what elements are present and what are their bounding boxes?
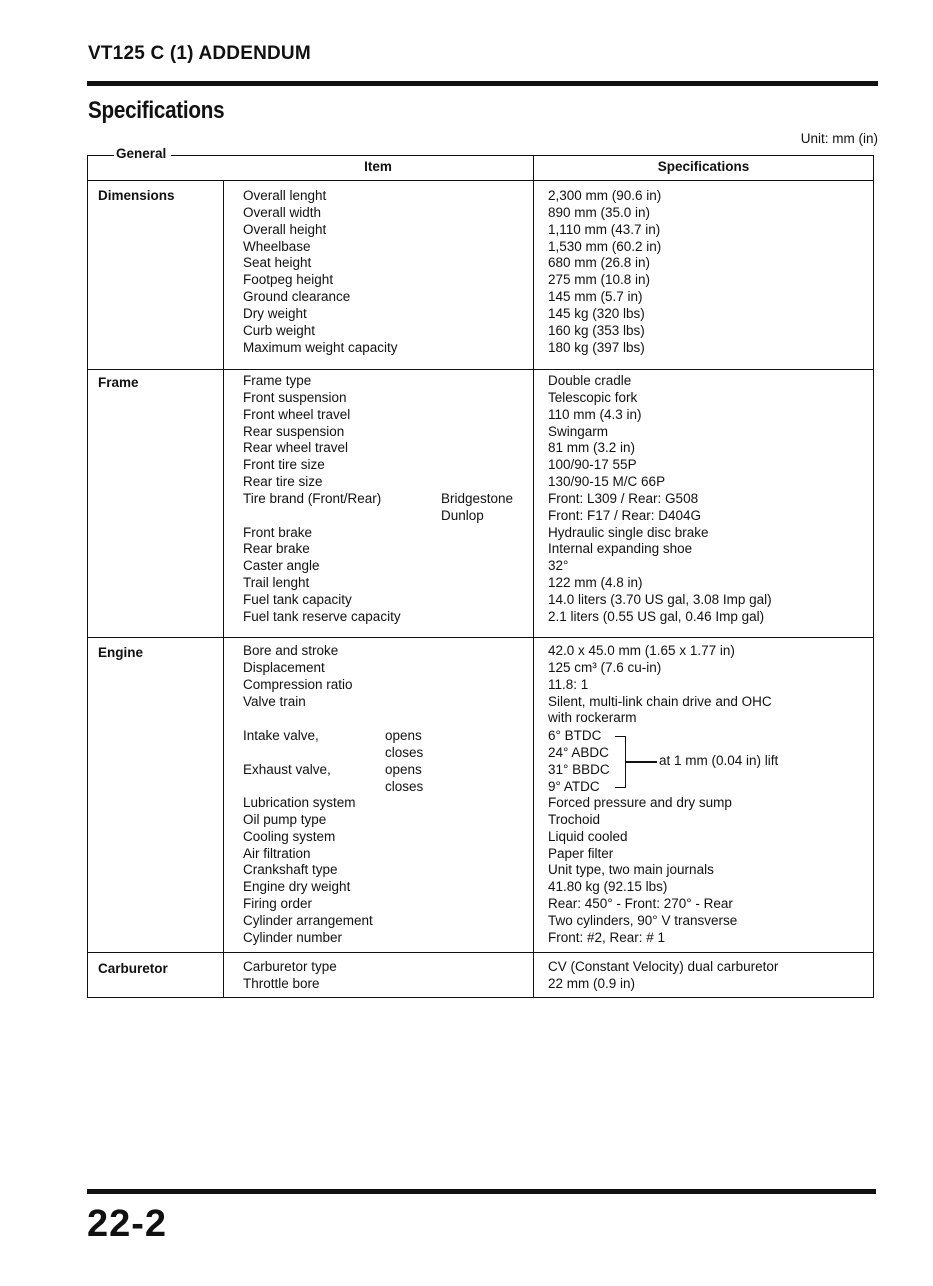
subitem: Dunlop bbox=[441, 507, 484, 523]
engine-specs-a bbox=[548, 643, 772, 727]
spec-value: Liquid cooled bbox=[548, 828, 628, 844]
spec-value: 11.8: 1 bbox=[548, 676, 589, 692]
item: Cylinder arrangement bbox=[243, 912, 373, 928]
column-header-specifications: Specifications bbox=[657, 159, 750, 174]
spec-value: CV (Constant Velocity) dual carburetor bbox=[548, 959, 779, 974]
spec-value: 2,300 mm (90.6 in) bbox=[548, 188, 662, 203]
item: Caster angle bbox=[243, 558, 320, 574]
spec-value: 110 mm (4.3 in) bbox=[548, 406, 642, 422]
spec-value: 145 mm (5.7 in) bbox=[548, 289, 643, 305]
engine-specs-b bbox=[548, 795, 737, 947]
valve-bracket-connector bbox=[625, 761, 657, 763]
spec-value: Silent, multi-link chain drive and OHC bbox=[548, 693, 772, 709]
unit-note: Unit: mm (in) bbox=[800, 131, 878, 146]
item: Curb weight bbox=[243, 322, 316, 338]
column-divider-label bbox=[223, 180, 224, 997]
spec-value: 680 mm (26.8 in) bbox=[548, 255, 651, 271]
subitem: Bridgestone bbox=[441, 491, 514, 506]
valve-timing-note: at 1 mm (0.04 in) lift bbox=[659, 753, 779, 768]
spec-value: 22 mm (0.9 in) bbox=[548, 975, 636, 991]
item: Footpeg height bbox=[243, 272, 334, 288]
item: Rear brake bbox=[243, 541, 310, 557]
spec-value: 180 kg (397 lbs) bbox=[548, 339, 645, 355]
item: Wheelbase bbox=[243, 238, 311, 254]
spec-value: 81 mm (3.2 in) bbox=[548, 440, 636, 456]
item: Front wheel travel bbox=[243, 406, 351, 422]
item: Frame type bbox=[243, 373, 312, 388]
item: Rear wheel travel bbox=[243, 440, 349, 456]
section-divider-carburetor bbox=[88, 952, 873, 953]
page-number: 22-2 bbox=[87, 1203, 168, 1245]
section-title: Specifications bbox=[88, 97, 225, 124]
spec-value: 9° ATDC bbox=[548, 778, 600, 794]
subitem: opens bbox=[385, 728, 422, 743]
carburetor-specs bbox=[548, 959, 778, 993]
spec-value: 1,530 mm (60.2 in) bbox=[548, 238, 662, 254]
valve-subitems bbox=[385, 728, 423, 795]
spec-value: Telescopic fork bbox=[548, 389, 638, 405]
item: Overall width bbox=[243, 204, 322, 220]
spec-value: 41.80 kg (92.15 lbs) bbox=[548, 879, 668, 895]
subitem: closes bbox=[385, 744, 424, 760]
dimensions-items bbox=[243, 188, 398, 356]
item: Rear tire size bbox=[243, 474, 323, 490]
spec-value: Forced pressure and dry sump bbox=[548, 795, 732, 810]
item: Exhaust valve, bbox=[243, 761, 331, 777]
frame-specs bbox=[548, 373, 772, 626]
tire-brand-subitems bbox=[441, 491, 513, 525]
spec-value: 1,110 mm (43.7 in) bbox=[548, 221, 661, 237]
item: Overall height bbox=[243, 221, 327, 237]
spec-value: Front: F17 / Rear: D404G bbox=[548, 507, 702, 523]
general-group-line bbox=[87, 155, 874, 156]
spec-value: 890 mm (35.0 in) bbox=[548, 204, 651, 220]
carburetor-items bbox=[243, 959, 337, 993]
item bbox=[243, 508, 401, 525]
item: Fuel tank reserve capacity bbox=[243, 608, 401, 624]
item: Bore and stroke bbox=[243, 643, 339, 658]
spec-value: Rear: 450° - Front: 270° - Rear bbox=[548, 896, 733, 912]
item: Valve train bbox=[243, 693, 306, 709]
dimensions-specs bbox=[548, 188, 661, 356]
spec-value: 6° BTDC bbox=[548, 728, 602, 743]
item bbox=[243, 745, 331, 762]
section-label-frame: Frame bbox=[98, 375, 139, 390]
section-divider-engine bbox=[88, 637, 873, 638]
item: Engine dry weight bbox=[243, 879, 351, 895]
spec-value: Swingarm bbox=[548, 423, 609, 439]
spec-value: 31° BBDC bbox=[548, 761, 610, 777]
spec-value: Unit type, two main journals bbox=[548, 862, 714, 878]
spec-value: 125 cm³ (7.6 cu-in) bbox=[548, 659, 662, 675]
item: Displacement bbox=[243, 659, 325, 675]
section-label-engine: Engine bbox=[98, 645, 144, 660]
item: Crankshaft type bbox=[243, 862, 338, 878]
footer-rule bbox=[87, 1189, 876, 1194]
engine-items-a bbox=[243, 643, 353, 727]
item: Fuel tank capacity bbox=[243, 591, 352, 607]
spec-value: Front: #2, Rear: # 1 bbox=[548, 929, 666, 945]
header-divider bbox=[88, 180, 873, 181]
header-rule bbox=[87, 81, 878, 86]
engine-items-b bbox=[243, 795, 373, 947]
spec-value: 2.1 liters (0.55 US gal, 0.46 Imp gal) bbox=[548, 608, 765, 624]
manual-header-title: VT125 C (1) ADDENDUM bbox=[88, 43, 311, 64]
spec-value: 42.0 x 45.0 mm (1.65 x 1.77 in) bbox=[548, 643, 735, 658]
item: Maximum weight capacity bbox=[243, 339, 398, 355]
item: Intake valve, bbox=[243, 728, 319, 743]
item: Rear suspension bbox=[243, 423, 345, 439]
spec-value: Hydraulic single disc brake bbox=[548, 524, 709, 540]
spec-value: Internal expanding shoe bbox=[548, 541, 693, 557]
item: Dry weight bbox=[243, 305, 307, 321]
item: Cooling system bbox=[243, 828, 336, 844]
item: Compression ratio bbox=[243, 676, 353, 692]
item: Ground clearance bbox=[243, 289, 351, 305]
item bbox=[243, 710, 353, 727]
spec-value: 24° ABDC bbox=[548, 744, 609, 760]
item: Cylinder number bbox=[243, 929, 343, 945]
column-divider-spec bbox=[533, 155, 534, 997]
spec-value: Two cylinders, 90° V transverse bbox=[548, 912, 738, 928]
section-divider-frame bbox=[88, 369, 873, 370]
spec-value: Paper filter bbox=[548, 845, 614, 861]
item: Lubrication system bbox=[243, 795, 356, 810]
spec-value: 100/90-17 55P bbox=[548, 457, 637, 473]
spec-value: 32° bbox=[548, 558, 569, 574]
general-group-tick bbox=[87, 155, 89, 156]
section-label-carburetor: Carburetor bbox=[98, 961, 168, 976]
item: Overall lenght bbox=[243, 188, 327, 203]
item: Air filtration bbox=[243, 845, 311, 861]
item: Front suspension bbox=[243, 389, 347, 405]
spec-value: 130/90-15 M/C 66P bbox=[548, 474, 666, 490]
spec-value: with rockerarm bbox=[548, 710, 637, 726]
spec-value: Double cradle bbox=[548, 373, 632, 388]
subitem: opens bbox=[385, 761, 422, 777]
item: Carburetor type bbox=[243, 959, 337, 974]
item: Oil pump type bbox=[243, 811, 327, 827]
spec-value: 145 kg (320 lbs) bbox=[548, 305, 645, 321]
item bbox=[243, 779, 331, 796]
valve-items bbox=[243, 728, 331, 795]
item: Front brake bbox=[243, 524, 313, 540]
item: Tire brand (Front/Rear) bbox=[243, 490, 382, 506]
item: Trail lenght bbox=[243, 575, 310, 591]
valve-timing-specs bbox=[548, 728, 610, 795]
column-header-item: Item bbox=[364, 159, 392, 174]
spec-value: Front: L309 / Rear: G508 bbox=[548, 490, 699, 506]
item: Seat height bbox=[243, 255, 312, 271]
subitem: closes bbox=[385, 778, 424, 794]
frame-items bbox=[243, 373, 401, 626]
spec-value: 14.0 liters (3.70 US gal, 3.08 Imp gal) bbox=[548, 591, 772, 607]
spec-value: Trochoid bbox=[548, 811, 601, 827]
spec-value: 275 mm (10.8 in) bbox=[548, 272, 651, 288]
general-group-label: General bbox=[114, 146, 171, 161]
section-label-dimensions: Dimensions bbox=[98, 188, 175, 203]
item: Front tire size bbox=[243, 457, 325, 473]
spec-value: 122 mm (4.8 in) bbox=[548, 575, 643, 591]
spec-value: 160 kg (353 lbs) bbox=[548, 322, 645, 338]
item: Firing order bbox=[243, 896, 313, 912]
item: Throttle bore bbox=[243, 975, 320, 991]
